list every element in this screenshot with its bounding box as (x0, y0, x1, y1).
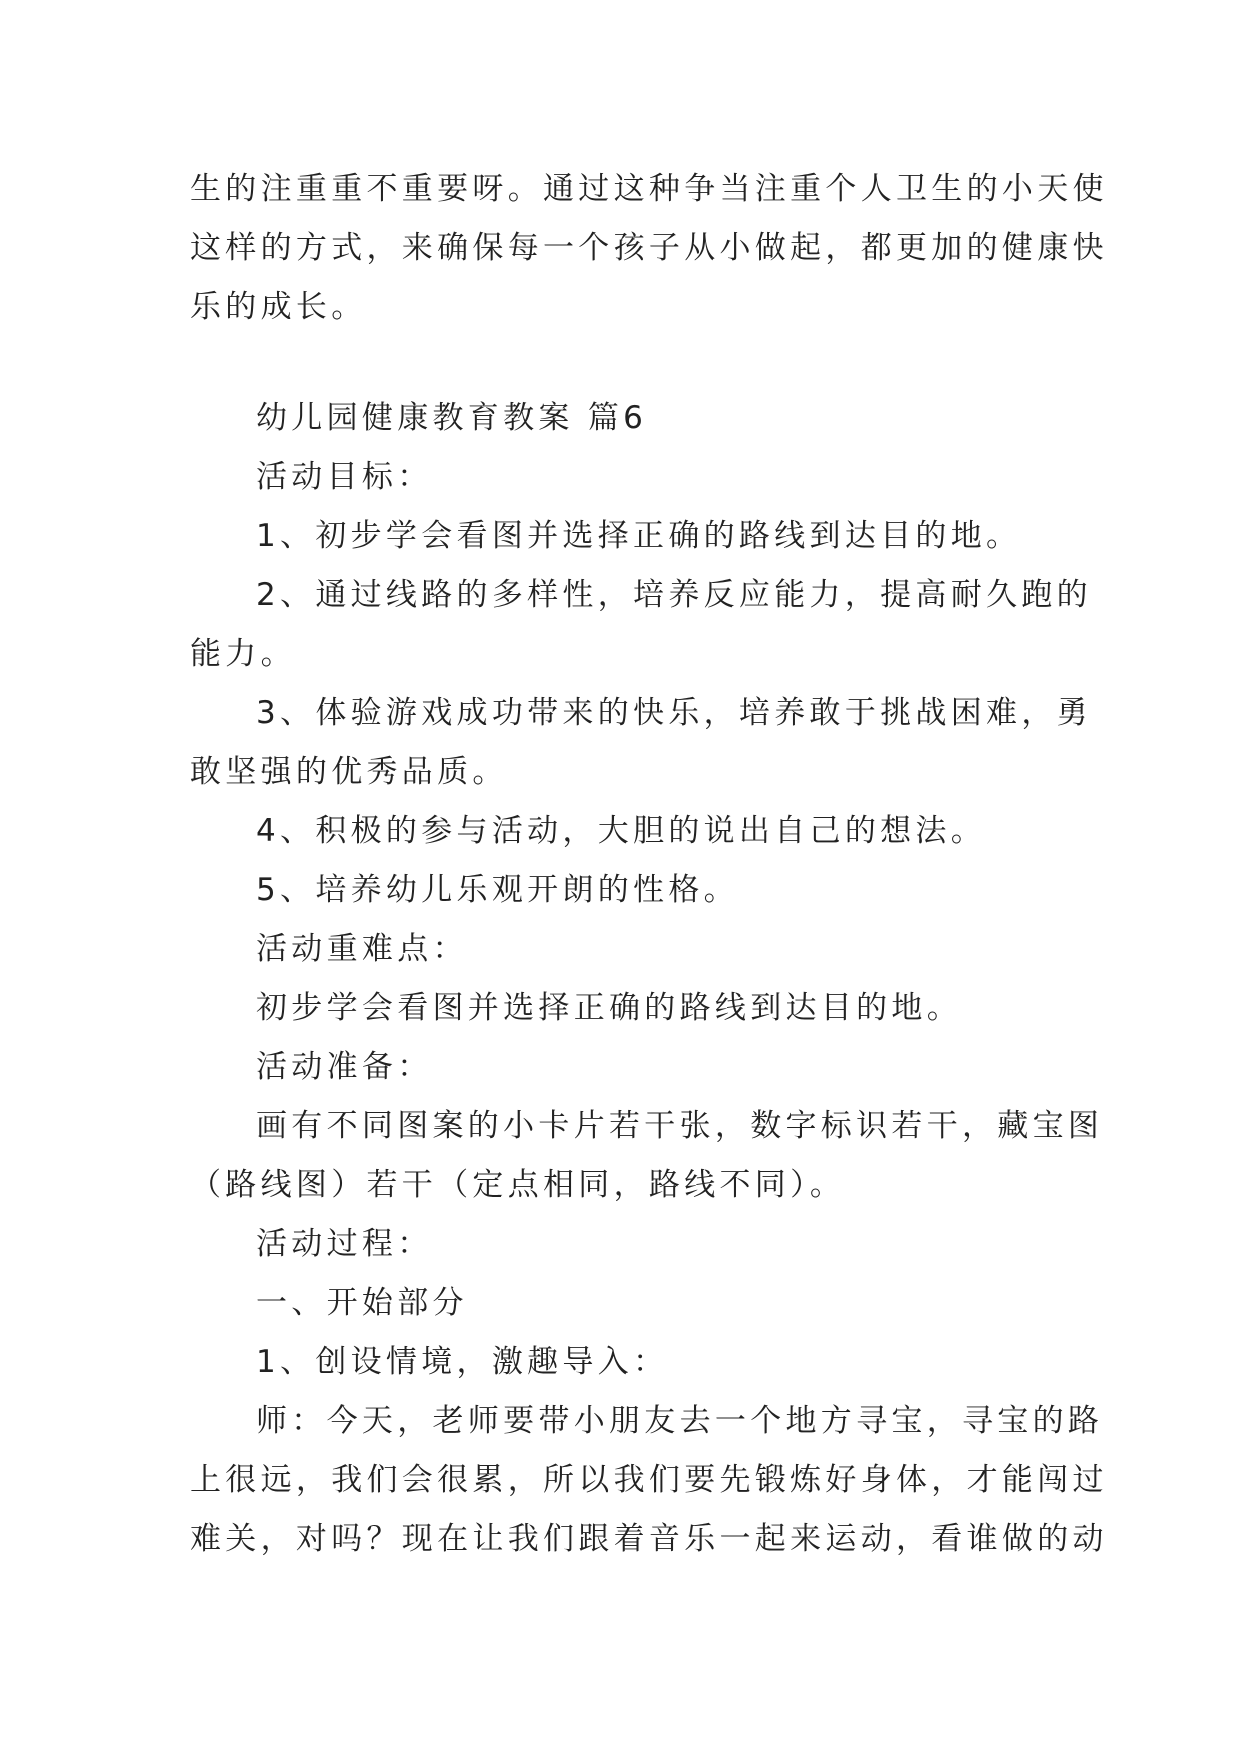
body-text-line: 上很远，我们会很累，所以我们要先锻炼好身体，才能闯过 (190, 1462, 1108, 1498)
list-item-continuation: 敢坚强的优秀品质。 (190, 754, 508, 790)
subheading-key-points: 活动重难点： (256, 931, 468, 967)
body-text-line: （路线图）若干（定点相同，路线不同）。 (190, 1167, 846, 1203)
list-item: 3、体验游戏成功带来的快乐，培养敢于挑战困难，勇 (256, 695, 1092, 731)
list-item: 4、积极的参与活动，大胆的说出自己的想法。 (256, 813, 987, 849)
list-item: 1、初步学会看图并选择正确的路线到达目的地。 (256, 518, 1022, 554)
body-text-line: 生的注重重不重要呀。通过这种争当注重个人卫生的小天使 (190, 171, 1108, 207)
section-heading: 幼儿园健康教育教案 篇6 (256, 400, 648, 436)
list-item-continuation: 能力。 (190, 636, 296, 672)
body-text-line: 师：今天，老师要带小朋友去一个地方寻宝，寻宝的路 (256, 1403, 1104, 1439)
subheading-activity-goals: 活动目标： (256, 459, 433, 495)
subheading-part-one: 一、开始部分 (256, 1285, 468, 1321)
list-item: 2、通过线路的多样性，培养反应能力，提高耐久跑的 (256, 577, 1092, 613)
subheading-process: 活动过程： (256, 1226, 433, 1262)
body-text-line: 难关，对吗？现在让我们跟着音乐一起来运动，看谁做的动 (190, 1521, 1108, 1557)
subheading-preparation: 活动准备： (256, 1049, 433, 1085)
body-text-line: 这样的方式，来确保每一个孩子从小做起，都更加的健康快 (190, 230, 1108, 266)
body-text-line: 画有不同图案的小卡片若干张，数字标识若干，藏宝图 (256, 1108, 1104, 1144)
body-text-line: 乐的成长。 (190, 289, 367, 325)
list-item: 1、创设情境，激趣导入： (256, 1344, 669, 1380)
body-text-line: 初步学会看图并选择正确的路线到达目的地。 (256, 990, 962, 1026)
list-item: 5、培养幼儿乐观开朗的性格。 (256, 872, 739, 908)
